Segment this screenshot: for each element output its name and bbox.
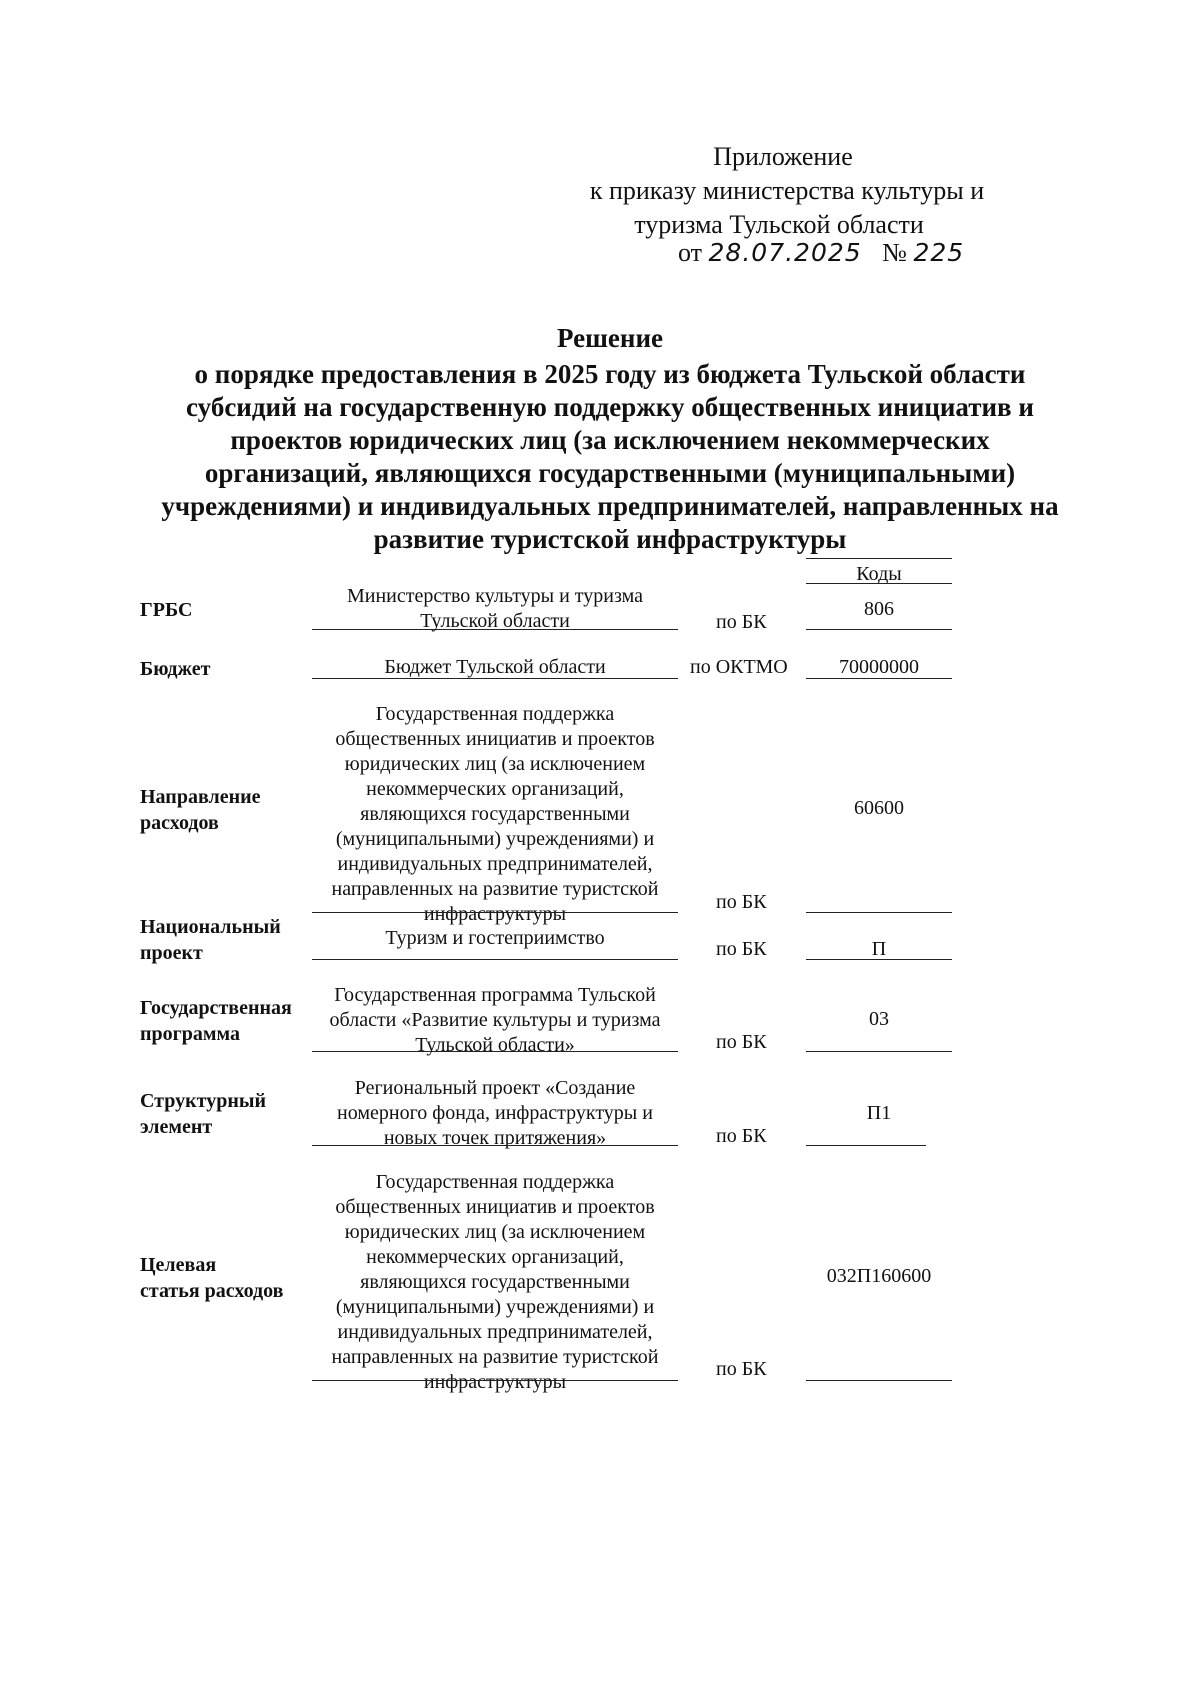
codes-header: Коды xyxy=(856,563,902,585)
desc-rule xyxy=(312,678,678,679)
code-type-state-program: по БК xyxy=(716,1031,767,1053)
row-desc-structural-element: Региональный проект «Создание номерного фонда, инфраструктуры и новых точек притяжения» xyxy=(337,1077,653,1149)
code-type-expense-direction: по БК xyxy=(716,891,767,913)
title-line: проектов юридических лиц (за исключением некоммерческих xyxy=(230,425,990,455)
code-rule xyxy=(806,1051,952,1052)
row-desc-budget: Бюджет Тульской области xyxy=(384,656,606,678)
decision-title xyxy=(140,358,1080,556)
appendix-order-line: к приказу министерства культуры и xyxy=(589,176,985,205)
appendix-ministry-line: туризма Тульской области xyxy=(634,210,924,239)
code-type-structural-element: по БК xyxy=(716,1125,767,1147)
appendix-block xyxy=(560,140,1000,242)
row-desc-expense-direction: Государственная поддержка общественных инициатив и проектов юридических лиц (за исключением некоммерческих организаций, являющихся государственными (муниципальными) учреждениями) и индивидуальных предпринимателей, направленных на развитие туристской инфраструктуры xyxy=(331,703,659,925)
row-label-grbs: ГРБС xyxy=(140,599,193,621)
appendix-date-line xyxy=(678,236,964,270)
row-desc-target-expense-item: Государственная поддержка общественных инициатив и проектов юридических лиц (за исключением некоммерческих организаций, являющихся государственными (муниципальными) учреждениями) и индивидуальных предпринимателей, направленных на развитие туристской инфраструктуры xyxy=(331,1171,659,1393)
title-line: развитие туристской инфраструктуры xyxy=(373,524,847,554)
row-label-state-program: Государственная программа xyxy=(140,997,292,1045)
code-type-grbs: по БК xyxy=(716,611,767,633)
code-budget: 70000000 xyxy=(839,656,919,678)
title-line: учреждениями) и индивидуальных предпринимателей, направленных на xyxy=(161,491,1059,521)
code-rule xyxy=(806,629,952,630)
code-rule xyxy=(806,912,952,913)
row-label-budget: Бюджет xyxy=(140,658,211,680)
date-prefix: от xyxy=(678,238,703,267)
code-grbs: 806 xyxy=(864,598,894,620)
code-expense-direction: 60600 xyxy=(854,797,904,819)
codes-header-rule xyxy=(806,583,952,584)
row-desc-national-project: Туризм и гостеприимство xyxy=(385,927,605,949)
decision-heading: Решение xyxy=(557,323,663,353)
desc-rule xyxy=(312,912,678,913)
title-line: о порядке предоставления в 2025 году из бюджета Тульской области xyxy=(194,359,1026,389)
desc-rule xyxy=(312,1380,678,1381)
desc-rule xyxy=(312,1145,678,1146)
codes-top-rule xyxy=(806,558,952,559)
code-state-program: 03 xyxy=(869,1008,889,1030)
code-rule xyxy=(806,959,952,960)
desc-rule xyxy=(312,959,678,960)
code-rule xyxy=(806,1380,952,1381)
code-type-national-project: по БК xyxy=(716,938,767,960)
appendix-title: Приложение xyxy=(713,142,853,171)
row-label-target-expense-item: Целевая статья расходов xyxy=(140,1254,284,1302)
code-rule xyxy=(806,1145,926,1146)
row-label-structural-element: Структурный элемент xyxy=(140,1090,266,1138)
handwritten-date: 28.07.2025 xyxy=(708,238,862,267)
row-desc-grbs: Министерство культуры и туризма Тульской области xyxy=(346,585,643,632)
code-rule xyxy=(806,678,952,679)
handwritten-number: 225 xyxy=(913,238,965,267)
code-national-project: П xyxy=(871,938,887,960)
row-label-national-project: Национальный проект xyxy=(140,916,281,964)
desc-rule xyxy=(312,629,678,630)
title-line: субсидий на государственную поддержку общественных инициатив и xyxy=(186,392,1034,422)
number-prefix: № xyxy=(882,238,907,267)
code-structural-element: П1 xyxy=(866,1102,892,1124)
code-type-budget: по ОКТМО xyxy=(690,656,788,678)
code-target-expense-item: 032П160600 xyxy=(826,1265,932,1287)
row-label-expense-direction: Направление расходов xyxy=(140,786,261,834)
code-type-target-expense-item: по БК xyxy=(716,1358,767,1380)
row-desc-state-program: Государственная программа Тульской области «Развитие культуры и туризма Тульской области» xyxy=(329,984,661,1056)
desc-rule xyxy=(312,1051,678,1052)
title-line: организаций, являющихся государственными (муниципальными) xyxy=(204,458,1016,488)
